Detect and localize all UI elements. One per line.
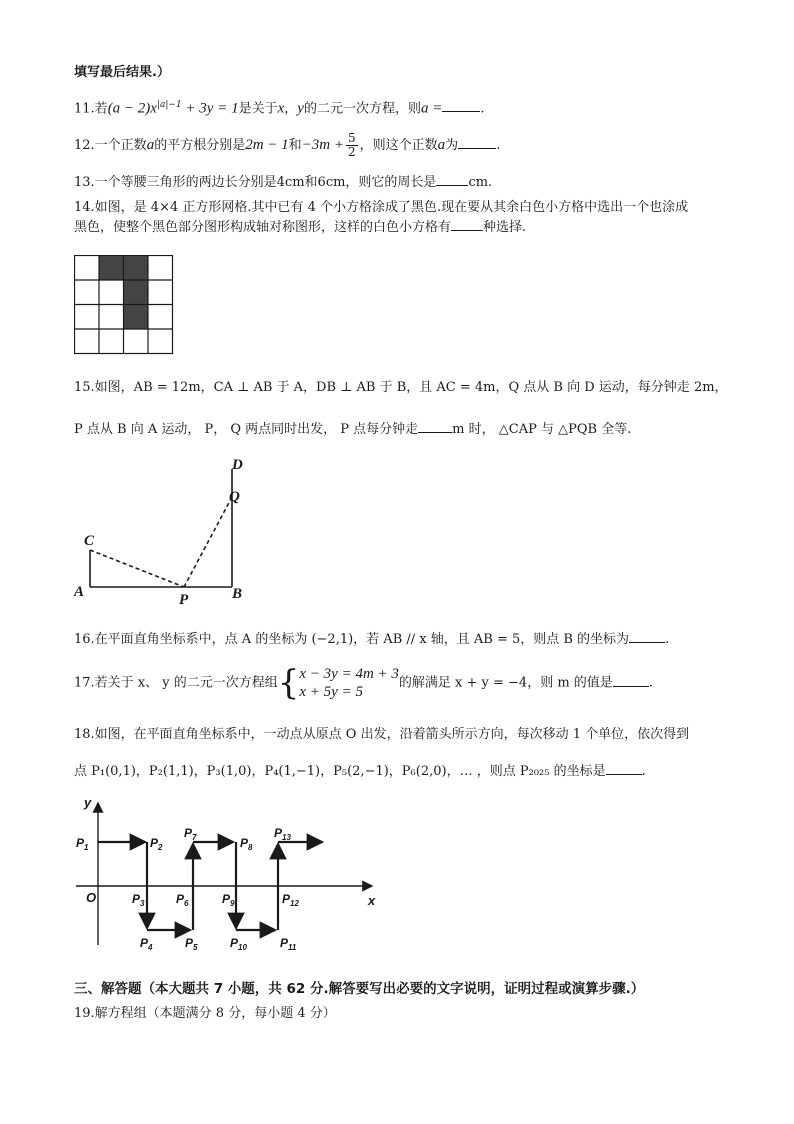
system-brace: {: [277, 663, 300, 703]
geometry-figure-15: [72, 455, 252, 605]
answer-blank-18: [606, 762, 642, 775]
point-label-p6: $P_6$: [176, 892, 189, 908]
label-P: P: [179, 592, 189, 605]
point-label-p8: $P_8$: [240, 836, 253, 852]
point-label-p11: $P_{11}$: [280, 936, 297, 952]
point-label-p5: $P_5$: [185, 936, 198, 952]
question-14-line-2: 黑色，使整个黑色部分图形构成轴对称图形，这样的白色小方格有 种选择.: [74, 220, 527, 235]
black-cell: [123, 305, 148, 330]
question-14-line-1: 14.如图，是 4×4 正方形网格.其中已有 4 个小方格涂成了黑色.现在要从其余白色小方格中选出一个也涂成: [74, 200, 689, 215]
label-A: A: [74, 584, 85, 600]
grid-4x4-figure: [74, 255, 174, 355]
section-3-title: 三、解答题（本大题共 7 小题，共 62 分.解答要写出必要的文字说明，证明过程或演算步骤.）: [74, 981, 645, 997]
question-18-line-2: 点 P₁(0,1)，P₂(1,1)，P₃(1,0)，P₄(1,−1)，P₅(2,−1)，P₆(2,0)，… ，则点 P₂₀₂₅ 的坐标是 .: [74, 764, 646, 779]
axis-label-x: x: [368, 893, 376, 908]
header-note: 填写最后结果.）: [74, 65, 170, 80]
question-13: 13.一个等腰三角形的两边长分别是4cm和6cm，则它的周长是 cm.: [74, 175, 493, 190]
point-label-p9: $P_9$: [222, 892, 235, 908]
question-12: 12.一个正数a的平方根分别是2m − 1和−3m + $\frac{5}{2}$ ，则这个正数a为 .: [74, 131, 501, 159]
point-label-p1: $P_1$: [76, 836, 89, 852]
point-label-p12: $P_{12}$: [282, 892, 299, 908]
black-cell: [99, 256, 124, 281]
question-15-line-1: 15.如图，AB = 12m，CA ⊥ AB 于 A，DB ⊥ AB 于 B，且 AC = 4m，Q 点从 B 向 D 运动，每分钟走 2m，: [74, 380, 728, 395]
answer-blank-17: [613, 674, 649, 687]
point-label-p4: $P_4$: [140, 936, 153, 952]
question-19: 19.解方程组（本题满分 8 分，每小题 4 分）: [74, 1006, 336, 1021]
question-16: 16.在平面直角坐标系中，点 A 的坐标为 (−2,1)，若 AB // x 轴，且 AB = 5，则点 B 的坐标为 .: [74, 632, 670, 647]
question-15-line-2: P 点从 B 向 A 运动， P， Q 两点同时出发， P 点每分钟走 m 时， △CAP 与 △PQB 全等.: [74, 422, 632, 437]
equation-system: x − 3y = 4m + 3 x + 5y = 5: [299, 666, 399, 700]
black-cell: [123, 256, 148, 281]
coordinate-path-figure: [72, 795, 382, 955]
answer-blank-12: [458, 136, 496, 149]
point-label-p7: $P_7$: [184, 826, 197, 842]
answer-blank-14: [451, 218, 483, 231]
question-18-line-1: 18.如图，在平面直角坐标系中，一动点从原点 O 出发，沿着箭头所示方向，每次移动 1 个单位，依次得到: [74, 727, 690, 742]
label-Q: Q: [229, 489, 240, 505]
label-B: B: [232, 586, 243, 602]
point-label-p10: $P_{10}$: [230, 936, 247, 952]
question-17: 17.若关于 x、 y 的二元一次方程组{ x − 3y = 4m + 3 x + 5y = 5 的解满足 x + y = −4，则 m 的值是 .: [74, 663, 653, 703]
point-label-p3: $P_3$: [132, 892, 145, 908]
answer-blank-16: [629, 630, 665, 643]
fraction-5-2: $\frac{5}{2}$: [348, 131, 356, 159]
answer-blank-11: [442, 99, 480, 112]
answer-blank-15: [418, 420, 452, 433]
point-label-p2: $P_2$: [150, 836, 163, 852]
origin-label: O: [86, 890, 97, 905]
axis-label-y: y: [84, 795, 92, 810]
label-C: C: [84, 533, 95, 549]
black-cell: [123, 280, 148, 305]
point-label-p13: $P_{13}$: [274, 826, 291, 842]
question-11: 11.若$(a - 2)x^{|a|-1} + 3y = 1$是关于x，y的二元一次方程，则a = .: [74, 100, 485, 117]
label-D: D: [232, 457, 243, 473]
answer-blank-13: [436, 173, 468, 186]
